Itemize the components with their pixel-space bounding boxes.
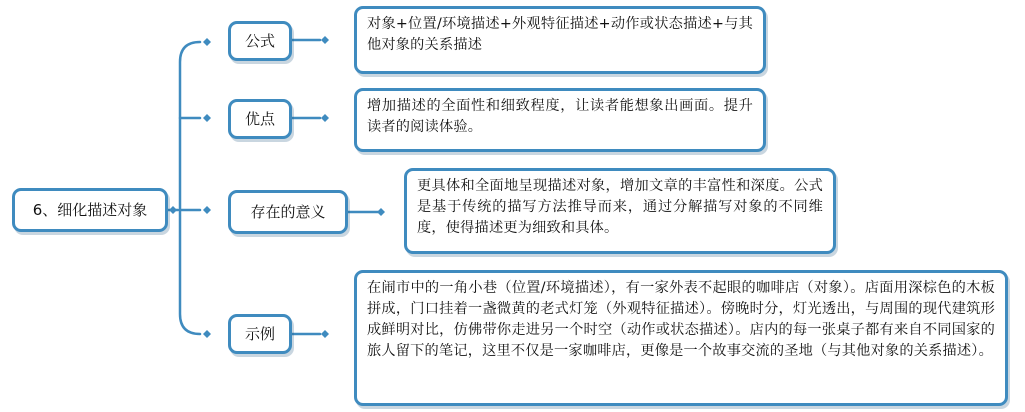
formula-text: 对象+位置/环境描述+外观特征描述+动作或状态描述+与其他对象的关系描述 (367, 16, 753, 53)
branch-formula-label: 公式 (244, 32, 275, 50)
connector-diamond (203, 206, 211, 214)
example-text: 在闹市中的一角小巷（位置/环境描述），有一家外表不起眼的咖啡店（对象）。店面用深棕色的木板拼成，门口挂着一盏微黄的老式灯笼（外观特征描述）。傍晚时分，灯光透出，与周围的现代建筑形成鲜明对比，仿佛带你走进另一个时空（动作或状态描述）。店内的每一张桌子都有来自不同国家的旅人留下的笔记，这里不仅是一家咖啡店，更像是一个故事交流的圣地（与其他对象的关系描述）。 (367, 280, 995, 359)
example-text-box (354, 270, 1008, 406)
connector-diamond (203, 114, 211, 122)
formula-text-box (354, 6, 766, 74)
connector-diamond (321, 330, 329, 338)
branch-advantage[interactable] (228, 99, 292, 139)
connector-diamond (321, 114, 329, 122)
branch-meaning-label: 存在的意义 (250, 203, 326, 221)
branch-example-label: 示例 (244, 325, 275, 343)
advantage-text: 增加描述的全面性和细致程度，让读者能想象出画面。提升读者的阅读体验。 (367, 98, 753, 135)
connector-diamond (203, 330, 211, 338)
branch-example[interactable] (228, 314, 292, 354)
meaning-text-box (404, 168, 836, 254)
connector-diamond (169, 206, 177, 214)
branch-meaning[interactable] (228, 190, 348, 234)
connector-trunk (180, 42, 200, 334)
branch-advantage-label: 优点 (244, 110, 275, 128)
connector-diamond (321, 36, 329, 44)
advantage-text-box (354, 88, 766, 152)
root-node[interactable] (12, 188, 168, 232)
root-label: 6、细化描述对象 (32, 201, 148, 219)
meaning-text: 更具体和全面地呈现描述对象，增加文章的丰富性和深度。公式是基于传统的描写方法推导而来，通过分解描写对象的不同维度，使得描述更为细致和具体。 (417, 178, 823, 236)
connector-diamond (377, 208, 385, 216)
connector-diamond (203, 38, 211, 46)
branch-formula[interactable] (228, 21, 292, 61)
